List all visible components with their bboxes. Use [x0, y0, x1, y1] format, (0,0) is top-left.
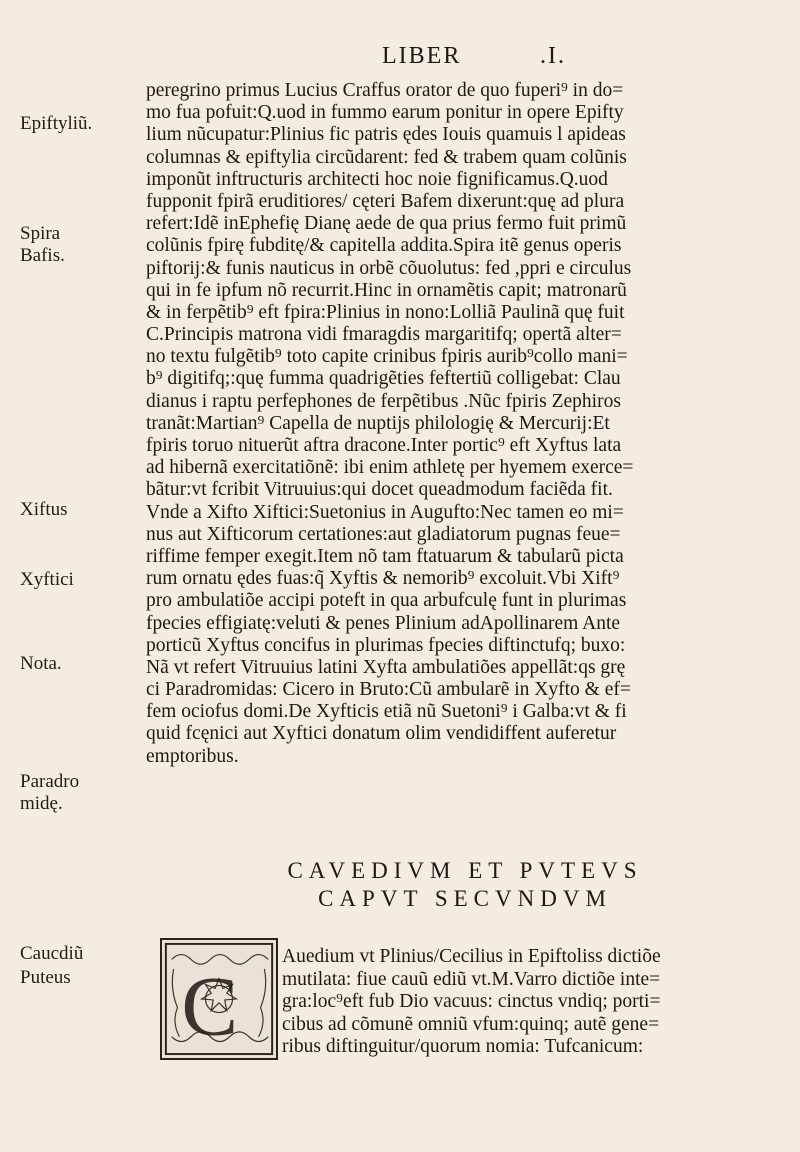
text-line: tranãt:Martian⁹ Capella de nuptijs philologię & Mercurij:Et — [146, 412, 610, 434]
chapter-text-line: gra:loc⁹eft fub Dio vacuus: cinctus vndiq; porti= — [282, 991, 661, 1012]
margin-note: midę. — [20, 793, 63, 814]
text-line: riffime femper exegit.Item nõ tam ftatuarum & tabularũ picta — [146, 545, 624, 567]
text-line: columnas & epiftylia circũdarent: fed & trabem quam colũnis — [146, 146, 627, 168]
margin-note: Nota. — [20, 653, 62, 674]
text-line: rum ornatu ędes fuas:q̃ Xyftis & nemorib⁹ excoluit.Vbi Xift⁹ — [146, 568, 620, 590]
margin-note: Xiftus — [20, 499, 68, 520]
text-line: colũnis fpirę fubditę/& capitella addita.Spira itẽ genus operis — [146, 235, 622, 257]
decorated-initial-C — [160, 938, 278, 1060]
margin-note: Bafis. — [20, 245, 65, 266]
text-line: nus aut Xifticorum certationes:aut gladiatorum pugnas feue= — [146, 523, 621, 545]
ornament-icon — [162, 940, 276, 1058]
chapter-text-line: Auedium vt Plinius/Cecilius in Epiftoliss dictiõe — [282, 946, 661, 967]
margin-note: Paradro — [20, 771, 80, 792]
text-line: ad hibernã exercitatiõnẽ: ibi enim athletę per hyemem exerce= — [146, 457, 634, 479]
text-line: fem ociofus domi.De Xyfticis etiã nũ Suetoni⁹ i Galba:vt & fi — [146, 701, 627, 723]
text-line: fpiris toruo nituerũt aftra dracone.Inter portic⁹ eft Xyftus lata — [146, 435, 622, 456]
text-line: quid fcęnici aut Xyftici donatum olim vendidiffent auferetur — [146, 723, 617, 745]
text-line: lium nũcupatur:Plinius fic patris ędes Iouis quamuis l apideas — [146, 124, 626, 146]
margin-note: Puteus — [20, 967, 71, 988]
text-line: fupponit fpirã eruditiores/ cęteri Bafem dixerunt:quę ad plura — [146, 190, 625, 212]
margin-note: Spira — [20, 223, 61, 244]
text-line: dianus i raptu perfephones de ferpẽtibus .Nũc fpiris Zephiros — [146, 390, 621, 412]
initial-letter: C — [181, 959, 239, 1054]
text-line: Nã vt refert Vitruuius latini Xyfta ambulatiões appellãt:qs grę — [146, 656, 626, 678]
margin-note: Xyftici — [20, 569, 74, 590]
text-line: piftorij:& funis nauticus in orbẽ cõuolutus: fed ,ppri e circulus — [146, 257, 632, 279]
text-line: refert:Idẽ inEphefię Dianę aede de qua prius fermo fuit primũ — [146, 213, 627, 235]
main-text-block — [146, 80, 786, 768]
text-line: Vnde a Xifto Xiftici:Suetonius in Augufto:Nec tamen eo mi= — [146, 501, 624, 523]
text-line: porticũ Xyftus concifus in plurimas fpecies diftinctufq; buxo: — [146, 634, 626, 656]
chapter-text-line: cibus ad cõmunẽ omniũ vfum:quinq; autẽ gene= — [282, 1013, 660, 1035]
text-line: ci Paradromidas: Cicero in Bruto:Cũ ambularẽ in Xyfto & ef= — [146, 679, 631, 701]
margin-note: Caucdiũ — [20, 943, 84, 964]
chapter-text-line: mutilata: fiue cauũ ediũ vt.M.Varro dictiõe inte= — [282, 968, 661, 990]
chapter-title-line2: CAPVT SECVNDVM — [318, 886, 612, 911]
text-line: pro ambulatiõe accipi poteft in qua arbufculę funt in plurimas — [146, 590, 627, 612]
margin-note: Epiftyliũ. — [20, 113, 93, 134]
text-line: peregrino primus Lucius Craffus orator de quo fuperi⁹ in do= — [146, 80, 624, 101]
text-line: bãtur:vt fcribit Vitruuius:qui docet queadmodum faciẽda fit. — [146, 479, 613, 501]
text-line: b⁹ digitifq;:quę fumma quadrigẽties feftertiũ colligebat: Clau — [146, 368, 621, 390]
header-liber: LIBER — [382, 43, 462, 69]
text-line: & in ferpẽtib⁹ eft fpira:Plinius in nono:Lolliã Paulinã quę fuit — [146, 301, 625, 323]
text-line: mo fua pofuit:Q.uod in fummo earum ponitur in opere Epifty — [146, 102, 624, 124]
chapter-text-line: ribus diftinguitur/quorum nomia: Tufcanicum: — [282, 1036, 644, 1057]
text-line: imponũt inftructuris architecti hoc noie fignificamus.Q.uod — [146, 168, 608, 190]
text-line: fpecies effigiatę:veluti & penes Plinium adApollinarem Ante — [146, 612, 621, 634]
chapter-title-line1: CAVEDIVM ET PVTEVS — [287, 858, 643, 883]
text-line: C.Principis matrona vidi fmaragdis margaritifq; opertã alter= — [146, 324, 622, 346]
text-line: no textu fulgẽtib⁹ toto capite crinibus fpiris aurib⁹collo mani= — [146, 346, 628, 368]
chapter-text-block — [282, 946, 787, 1059]
header-book-number: .I. — [540, 43, 566, 69]
text-line: emptoribus. — [146, 745, 239, 767]
text-line: qui in fe ipfum nõ recurrit.Hinc in ornamẽtis capit; matronarũ — [146, 279, 627, 301]
